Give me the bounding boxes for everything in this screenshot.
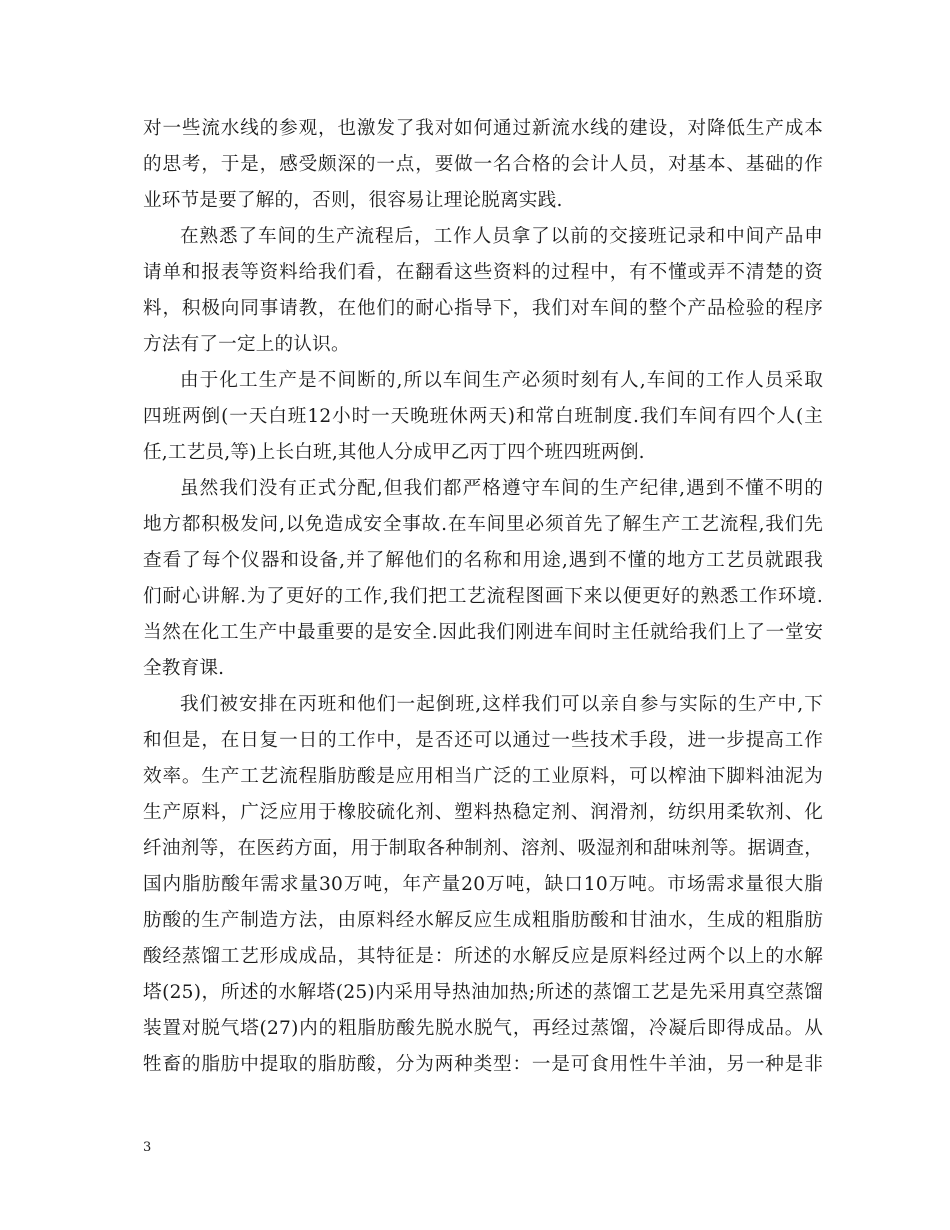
text-line: 在熟悉了车间的生产流程后，工作人员拿了以前的交接班记录和中间产品申 [180,226,823,247]
text-line: 请单和报表等资料给我们看，在翻看这些资料的过程中，有不懂或弄不清楚的资 [143,262,823,283]
text-line: 我们被安排在丙班和他们一起倒班,这样我们可以亲自参与实际的生产中,下 [180,694,823,715]
text-line: 业环节是要了解的，否则，很容易让理论脱离实践. [143,190,563,211]
text-line: 装置对脱气塔(27)内的粗脂肪酸先脱水脱气，再经过蒸馏，冷凝后即得成品。从 [143,1018,823,1039]
text-line: 的思考，于是，感受颇深的一点，要做一名合格的会计人员，对基本、基础的作 [143,154,823,175]
text-line: 们耐心讲解.为了更好的工作,我们把工艺流程图画下来以便更好的熟悉工作环境. [143,586,823,607]
text-line: 对一些流水线的参观，也激发了我对如何通过新流水线的建设，对降低生产成本 [143,118,823,139]
text-line: 查看了每个仪器和设备,并了解他们的名称和用途,遇到不懂的地方工艺员就跟我 [143,550,823,571]
page-number: 3 [143,1140,152,1155]
text-line: 方法有了一定上的认识。 [143,334,350,355]
text-line: 纤油剂等，在医药方面，用于制取各种制剂、溶剂、吸湿剂和甜味剂等。据调查， [143,838,823,859]
text-line: 四班两倒(一天白班12小时一天晚班休两天)和常白班制度.我们车间有四个人(主 [143,406,823,427]
text-line: 由于化工生产是不间断的,所以车间生产必须时刻有人,车间的工作人员采取 [180,370,823,391]
text-line: 生产原料，广泛应用于橡胶硫化剂、塑料热稳定剂、润滑剂，纺织用柔软剂、化 [143,802,823,823]
text-line: 任,工艺员,等)上长白班,其他人分成甲乙丙丁四个班四班两倒. [143,442,645,463]
text-line: 和但是，在日复一日的工作中，是否还可以通过一些技术手段，进一步提高工作 [143,730,823,751]
text-line: 当然在化工生产中最重要的是安全.因此我们刚进车间时主任就给我们上了一堂安 [143,622,823,643]
text-line: 酸经蒸馏工艺形成成品，其特征是：所述的水解反应是原料经过两个以上的水解 [143,946,823,967]
text-line: 全教育课. [143,658,225,679]
text-line: 塔(25)，所述的水解塔(25)内采用导热油加热;所述的蒸馏工艺是先采用真空蒸馏 [143,982,823,1003]
body-text [143,111,823,1083]
text-line: 牲畜的脂肪中提取的脂肪酸，分为两种类型：一是可食用性牛羊油，另一种是非 [143,1054,823,1075]
text-line: 虽然我们没有正式分配,但我们都严格遵守车间的生产纪律,遇到不懂不明的 [180,478,823,499]
text-line: 效率。生产工艺流程脂肪酸是应用相当广泛的工业原料，可以榨油下脚料油泥为 [143,766,823,787]
text-line: 料，积极向同事请教，在他们的耐心指导下，我们对车间的整个产品检验的程序 [143,298,823,319]
text-line: 国内脂肪酸年需求量30万吨，年产量20万吨，缺口10万吨。市场需求量很大脂 [143,874,823,895]
text-line: 肪酸的生产制造方法，由原料经水解反应生成粗脂肪酸和甘油水，生成的粗脂肪 [143,910,823,931]
text-line: 地方都积极发问,以免造成安全事故.在车间里必须首先了解生产工艺流程,我们先 [143,514,823,535]
